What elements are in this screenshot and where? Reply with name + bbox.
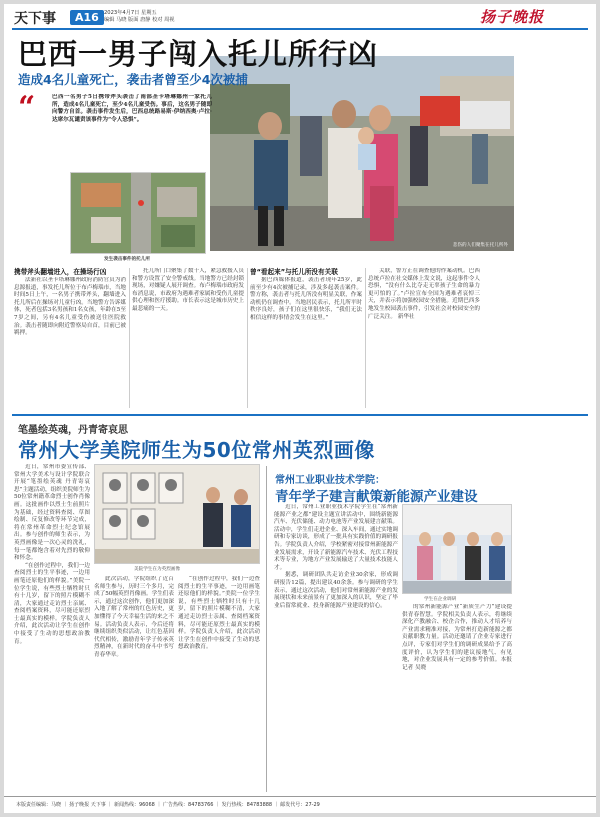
lead-text: 巴西一名男子5日携带斧头袭击了南部圣卡塔琳娜州一家托儿所，造成4名儿童死亡，至少4名儿童受伤。事后，这名男子随即向警方自首。袭击事件发生后，巴西总统路易斯·伊纳西奥·卢拉·达席尔瓦谴责该事件为“令人恐惧”。 [52, 94, 212, 123]
page-footer [4, 796, 596, 813]
article2-col1-text: 近日，常州市委宣传部、常州大学美术与设计学院联合开展“笔墨绘英魂 丹青寄哀思”主题活动，组织美院师生为50位常州籍革命烈士创作肖像画。这批画作以烈士生前照片为基础，经过资料查阅、草图绘制、反复修改等环节完成，将在常州革命烈士纪念馆展出。参与创作的师生表示，为英烈画像是一次心灵的洗礼，每一笔都饱含着对先烈的敬仰和怀念。 “在创作过程中，我们一边查阅烈士的生平事迹，一边用画笔还原他们的样貌。”美院一位学生说，有些烈士牺牲时只有十几岁，留下的照片模糊不清，大家通过走访烈士亲属、查阅档案资料，尽可能还原烈士最真实的模样。学院负责人介绍，此次活动让学生在创作中接受了生动的思想政治教育。 [14, 464, 90, 645]
article2-title: 常州大学美院师生为50位常州英烈画像 [18, 438, 375, 462]
box-col1 [274, 504, 398, 790]
section-label: 天下事 [14, 11, 56, 27]
article1-headline: 巴西一男子闯入托儿所行凶 [18, 37, 379, 71]
newspaper-page [4, 4, 596, 813]
box-divider [266, 466, 267, 792]
article1-subhead: 造成4名儿童死亡，袭击者曾至少4次被捕 [18, 72, 248, 87]
article1-col3 [250, 268, 362, 408]
masthead-logo: 扬子晚报 [479, 8, 544, 26]
article2-col2-text: 此次活动，学院组织了近百名师生参与，历时三个多月，完成了50幅英烈肖像画。学生们表示，通过这次创作，他们更加深入地了解了常州的红色历史，更加懂得了今天幸福生活的来之不易。活动负责人表示，今后还将继续组织类似活动，让红色基因代代相传，激励青年学子传承英烈精神，在新时代的奋斗中书写青春华章。 [94, 576, 174, 658]
col3-text: 据巴西媒体报道，袭击者现年25岁，此前至少有4次被捕记录，涉及多起袭击案件。警方称，袭击者与托儿所没有明显关联，作案动机仍在调查中。当地居民表示，托儿所平时秩序良好，孩子们在这里很快乐，“我们无法相信这样的事情会发生在这里。” [250, 277, 362, 321]
box-kicker: 常州工业职业技术学院： [275, 475, 385, 486]
header-editors: 编辑 马晓 版面 唐静 校对 周视 [104, 17, 175, 23]
box-title: 青年学子建言献策新能源产业建设 [275, 489, 478, 505]
article2-photo-caption: 美院学生在为英烈画像 [134, 567, 180, 572]
aerial-photo-illustration [71, 173, 206, 254]
crowd-photo-illustration [210, 56, 514, 251]
header-date: 2023年4月7日 星期五 [104, 10, 157, 16]
column-divider [365, 268, 366, 408]
article1-col4 [368, 268, 480, 408]
article1-col2 [132, 268, 244, 408]
small-photo-caption: 发生袭击事件的托儿所 [104, 257, 150, 262]
col4-text: 关联，警方正在调查他的作案动机。巴西总统卢拉在社交媒体上发文说，这起事件令人恐惧，“没有什么比夺走无辜孩子生命的暴力更可怕的了。”卢拉宣布全国为遇难者哀悼三天，并表示将加强校园安全措施。近期巴西多地发生校园袭击事件，引发社会对校园安全的广泛关注。 新华社 [368, 268, 480, 320]
col1-text: 法新社以圣卡塔琳娜州政府消防官员为消息源报道，事发托儿所位于布卢梅瑙市，当地时间5日上午，一名男子携带斧头，翻墙进入托儿所后在操场对儿童行凶。当地警方告诉媒体，死者包括3名男孩和1名女孩，年龄在5至7岁之间，另有4名儿童受伤被送往医院救治。袭击者随即向附近警察局自首，目前已被羁押。 [14, 277, 126, 337]
box-photo-caption: 学生在企业调研 [424, 597, 457, 602]
box-photo [402, 504, 512, 594]
article2-col3 [178, 576, 260, 790]
gallery-photo-illustration [95, 465, 260, 564]
article2-col3-text: “在创作过程中，我们一边查阅烈士的生平事迹，一边用画笔还原他们的样貌。”美院一位学生说，有些烈士牺牲时只有十几岁，留下的照片模糊不清，大家通过走访烈士亲属、查阅档案资料，尽可能还原烈士最真实的模样。学院负责人介绍，此次活动让学生在创作中接受了生动的思想政治教育。 [178, 576, 260, 651]
header-date-block [104, 10, 175, 24]
column-divider [247, 268, 248, 408]
hero-photo-caption: 悲伤的人们聚集在托儿所外 [452, 243, 508, 248]
section-rule [12, 414, 588, 416]
hero-photo [210, 56, 514, 251]
col1-subtitle: 携带斧头翻墙进入，在操场行凶 [14, 268, 107, 276]
box-col1-text: 近日，常州工业职业技术学院学生在“常州新能源产业之都”建设主题宣讲活动中，围绕新能源汽车、光伏储能、动力电池等产业发展建言献策。活动中，学生们走进企业、深入车间，通过实地调研和专家访谈，形成了一批具有实践价值的调研报告。学院负责人介绍，学校紧密对接常州新能源产业发展需求，开设了新能源汽车技术、光伏工程技术等专业，为地方产业发展输送了大量技术技能人才。 据悉，调研团队共走访企业30余家，形成调研报告12篇，提出建议40余条。参与调研的学生表示，通过这次活动，他们对常州新能源产业的发展现状和未来前景有了更加深入的认识，坚定了毕业后留常就业、投身新能源产业建设的信心。 [274, 504, 398, 609]
article2-photo [94, 464, 260, 564]
article2-col2 [94, 576, 174, 790]
page-number-badge: A16 [70, 10, 104, 25]
article1-lead [52, 94, 212, 146]
quote-icon: “ [18, 90, 36, 125]
box-col2 [402, 604, 512, 790]
footer-text: 本版责任编辑：马晓 ｜ 扬子晚报 天下事 ｜ 新闻热线：96068 ｜ 广告热线：84783766 ｜ 发行热线：84783888 ｜ 邮发代号：27-29 [16, 802, 320, 808]
col3-subtitle: 曾“看起来”与托儿所没有关联 [250, 268, 338, 276]
students-photo-illustration [403, 505, 512, 594]
article2-kicker: 笔墨绘英魂，丹青寄哀思 [18, 425, 128, 436]
small-photo [70, 172, 206, 254]
col2-text: 托儿所门口聚集了数十人，紧急救援人员和警方设置了安全警戒线。当地警方已经封锁现场，对嫌疑人展开调查。布卢梅瑙市政府发布消息说，市政府为遇难者家属和受伤儿童提供心理和医疗援助。市长表示这是城市历史上最悲痛的一天。 [132, 268, 244, 312]
box-col2-text: 的常州新能源产业“新质生产力”建设提供青春智慧。学院相关负责人表示，将继续深化产教融合、校企合作，推动人才培养与产业需求精准对接，为常州打造新能源之都贡献职教力量。活动还邀请了企业专家进行点评，专家们对学生们的调研成果给予了高度评价，认为学生们的建议接地气、有见地，对企业发展具有一定的参考价值。本报记者 吴晓 [402, 604, 512, 671]
column-divider [129, 268, 130, 408]
article2-col1 [14, 464, 90, 790]
article1-col1 [14, 268, 126, 408]
header-rule [12, 28, 588, 30]
